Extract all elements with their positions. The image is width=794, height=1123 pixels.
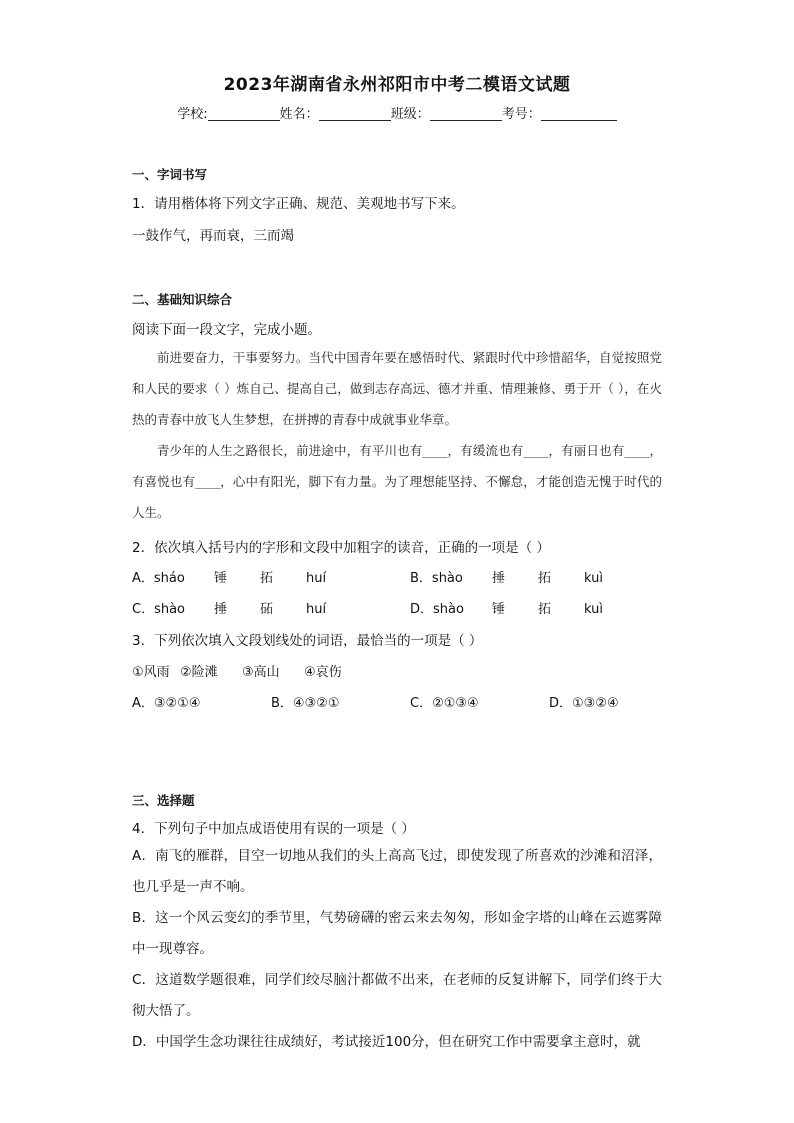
- school-label: 学校:: [177, 107, 208, 122]
- reading-passage: [132, 342, 662, 528]
- q3-option-d[interactable]: D．①③②④: [549, 696, 619, 711]
- q3-word: ④哀伤: [304, 665, 342, 680]
- q3-option-c[interactable]: C．②①③④: [410, 696, 479, 711]
- student-info-line: [0, 103, 794, 122]
- q3-word: ②险滩: [180, 665, 218, 680]
- question-1: 1．请用楷体将下列文字正确、规范、美观地书写下来。: [132, 196, 465, 212]
- section-3-heading: 三、选择题: [132, 793, 195, 808]
- section-2-heading: 二、基础知识综合: [132, 292, 233, 307]
- passage-paragraph-1: 前进要奋力，干事要努力。当代中国青年要在感悟时代、紧跟时代中珍惜韶华，自觉按照党和人民的要求（ ）炼自己、提高自己，做到志存高远、德才并重、情理兼修、勇于开（ ），在火热的青春中放飞人生梦想，在拼搏的青春中成就事业华章。: [132, 350, 662, 427]
- section-1-heading: 一、字词书写: [132, 167, 208, 182]
- exam-no-blank[interactable]: [541, 106, 617, 121]
- q4-option-c[interactable]: C．这道数学题很难，同学们绞尽脑汁都做不出来，在老师的反复讲解下，同学们终于大彻大悟了。: [132, 972, 662, 1019]
- q4-option-b[interactable]: B．这一个风云变幻的季节里，气势磅礴的密云来去匆匆，形如金字塔的山峰在云遮雾障中一现尊容。: [132, 910, 662, 957]
- q2-option-d[interactable]: D．shào 锤 拓 kuì: [410, 602, 603, 617]
- q3-option-a[interactable]: A．③②①④: [132, 696, 201, 711]
- name-blank[interactable]: [319, 106, 391, 121]
- reading-intro: 阅读下面一段文字，完成小题。: [132, 322, 321, 338]
- q4-option-d[interactable]: D．中国学生念功课往往成绩好，考试接近100分，但在研究工作中需要拿主意时，就: [132, 1034, 641, 1050]
- question-4: 4．下列句子中加点成语使用有误的一项是（ ）: [132, 821, 415, 837]
- question-1-text: 一鼓作气，再而衰，三而竭: [132, 228, 294, 244]
- q4-options: [132, 841, 662, 1058]
- question-3: 3．下列依次填入文段划线处的词语，最恰当的一项是（ ）: [132, 633, 483, 649]
- exam-title: 2023年湖南省永州祁阳市中考二模语文试题: [223, 75, 571, 95]
- q2-option-c[interactable]: C．shào 捶 砳 huí: [132, 602, 327, 617]
- passage-paragraph-2: 青少年的人生之路很长，前进途中，有平川也有____，有缓流也有____，有丽日也有____，有喜悦也有____，心中有阳光，脚下有力量。为了理想能坚持、不懈怠，才能创造无愧于时代的人生。: [132, 443, 662, 520]
- q2-option-b[interactable]: B．shào 捶 拓 kuì: [410, 571, 603, 586]
- exam-no-label: 考号：: [501, 107, 541, 122]
- q4-option-a[interactable]: A．南飞的雁群，目空一切地从我们的头上高高飞过，即使发现了所喜欢的沙滩和沼泽，也几乎是一声不响。: [132, 848, 662, 895]
- class-blank[interactable]: [430, 106, 502, 121]
- q2-option-a[interactable]: A．sháo 锤 拓 huí: [132, 571, 327, 586]
- q3-option-b[interactable]: B．④③②①: [271, 696, 340, 711]
- school-blank[interactable]: [208, 106, 280, 121]
- q3-word: ①风雨: [132, 665, 170, 680]
- q3-word-list: [132, 661, 342, 680]
- question-2: 2．依次填入括号内的字形和文段中加粗字的读音，正确的一项是（ ）: [132, 540, 550, 556]
- name-label: 姓名：: [279, 107, 319, 122]
- q3-word: ③高山: [242, 665, 280, 680]
- class-label: 班级：: [390, 107, 430, 122]
